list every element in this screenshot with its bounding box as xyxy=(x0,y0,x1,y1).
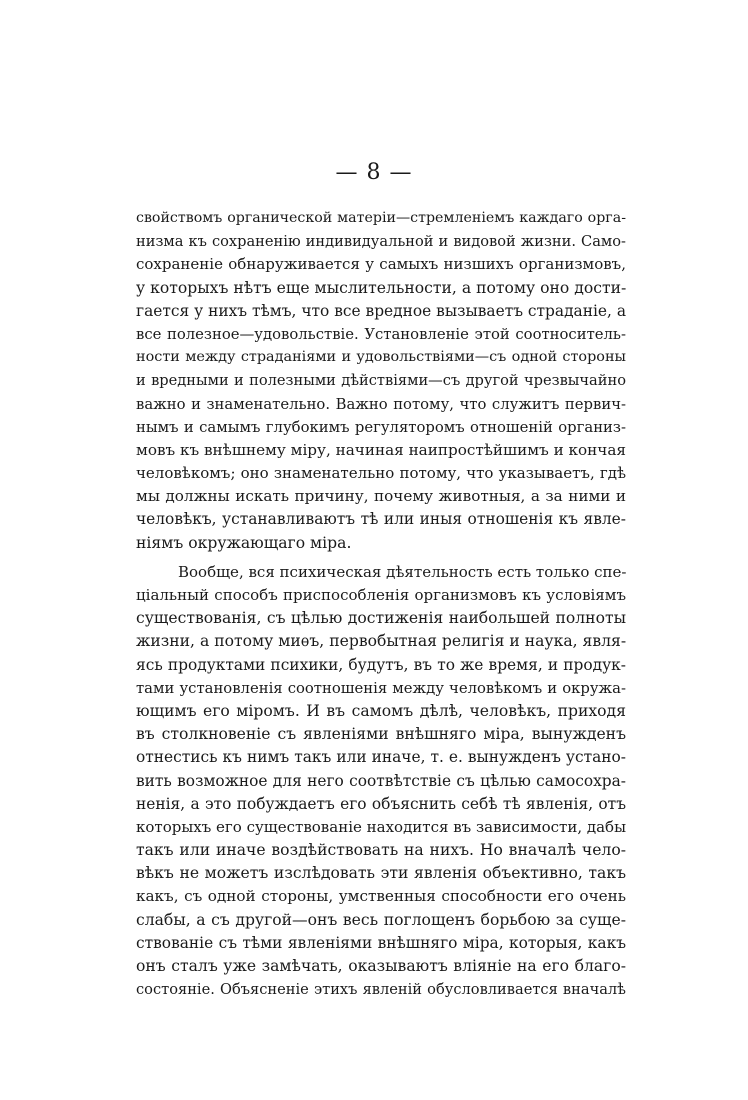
text-line: такъ или иначе воздѣйствовать на нихъ. Но вначалѣ чело- xyxy=(136,841,626,860)
text-line: сохраненіе обнаруживается у самыхъ низшихъ организмовъ, xyxy=(136,255,626,274)
text-line: гается у нихъ тѣмъ, что все вредное вызываетъ страданіе, а xyxy=(136,301,626,320)
text-line: въ столкновеніе съ явленіями внѣшняго міра, вынужденъ xyxy=(136,725,626,744)
text-line: ясь продуктами психики, будутъ, въ то же время, и продук- xyxy=(136,655,626,674)
text-line: отнестись къ нимъ такъ или иначе, т. е. вынужденъ устано- xyxy=(136,748,626,767)
text-line: жизни, а потому миѳъ, первобытная религія и наука, явля- xyxy=(136,632,626,651)
text-line: ненія, а это побуждаетъ его объяснить себѣ тѣ явленія, отъ xyxy=(136,794,626,813)
text-line: ющимъ его міромъ. И въ самомъ дѣлѣ, человѣкъ, приходя xyxy=(136,701,626,720)
text-line: все полезное—удовольствіе. Установленіе этой соотноситель- xyxy=(136,325,626,343)
text-line: мовъ къ внѣшнему міру, начиная наипростѣйшимъ и кончая xyxy=(136,440,626,459)
text-line: ніямъ окружающаго міра. xyxy=(136,533,352,552)
text-line: ствованіе съ тѣми явленіями внѣшняго міра, которыя, какъ xyxy=(136,933,626,952)
text-line: тами установленія соотношенія между человѣкомъ и окружа- xyxy=(136,679,626,697)
text-line: вѣкъ не можетъ изслѣдовать эти явленія объективно, такъ xyxy=(136,864,626,883)
text-line: человѣкъ, устанавливаютъ тѣ или иныя отношенія къ явле- xyxy=(136,510,626,529)
text-line: существованія, съ цѣлью достиженія наибольшей полноты xyxy=(136,609,626,628)
text-line: которыхъ его существованіе находится въ зависимости, дабы xyxy=(136,817,626,836)
text-line: свойствомъ органической матеріи—стремленіемъ каждаго орга- xyxy=(136,210,626,226)
text-line: ности между страданіями и удовольствіями—съ одной стороны xyxy=(136,349,626,366)
text-line: состояніе. Объясненіе этихъ явленій обусловливается вначалѣ xyxy=(136,981,626,999)
text-line: человѣкомъ; оно знаменательно потому, что указываетъ, гдѣ xyxy=(136,464,626,483)
text-line: какъ, съ одной стороны, умственныя способности его очень xyxy=(136,887,626,906)
text-line: и вредными и полезными дѣйствіями—съ другой чрезвычайно xyxy=(136,372,626,390)
text-line: нымъ и самымъ глубокимъ регуляторомъ отношеній организ- xyxy=(136,418,626,436)
text-line: Вообще, вся психическая дѣятельность есть только спе- xyxy=(178,562,626,581)
paragraph xyxy=(136,561,626,1002)
text-line: ціальный способъ приспособленія организмовъ къ условіямъ xyxy=(136,586,626,604)
text-line: у которыхъ нѣтъ еще мыслительности, а потому оно дости- xyxy=(136,278,626,297)
text-line: низма къ сохраненію индивидуальной и видовой жизни. Само- xyxy=(136,233,626,251)
text-line: слабы, а съ другой—онъ весь поглощенъ борьбою за суще- xyxy=(136,910,626,929)
text-line: мы должны искать причину, почему животныя, а за ними и xyxy=(136,487,626,506)
text-line: вить возможное для него соотвѣтствіе съ цѣлью самосохра- xyxy=(136,771,626,790)
page-number: — 8 — xyxy=(335,160,413,185)
body-text xyxy=(136,207,626,1001)
text-line: важно и знаменательно. Важно потому, что служитъ первич- xyxy=(136,395,626,413)
text-line: онъ сталъ уже замѣчать, оказываютъ вліяніе на его благо- xyxy=(136,957,626,975)
paragraph xyxy=(136,207,626,555)
